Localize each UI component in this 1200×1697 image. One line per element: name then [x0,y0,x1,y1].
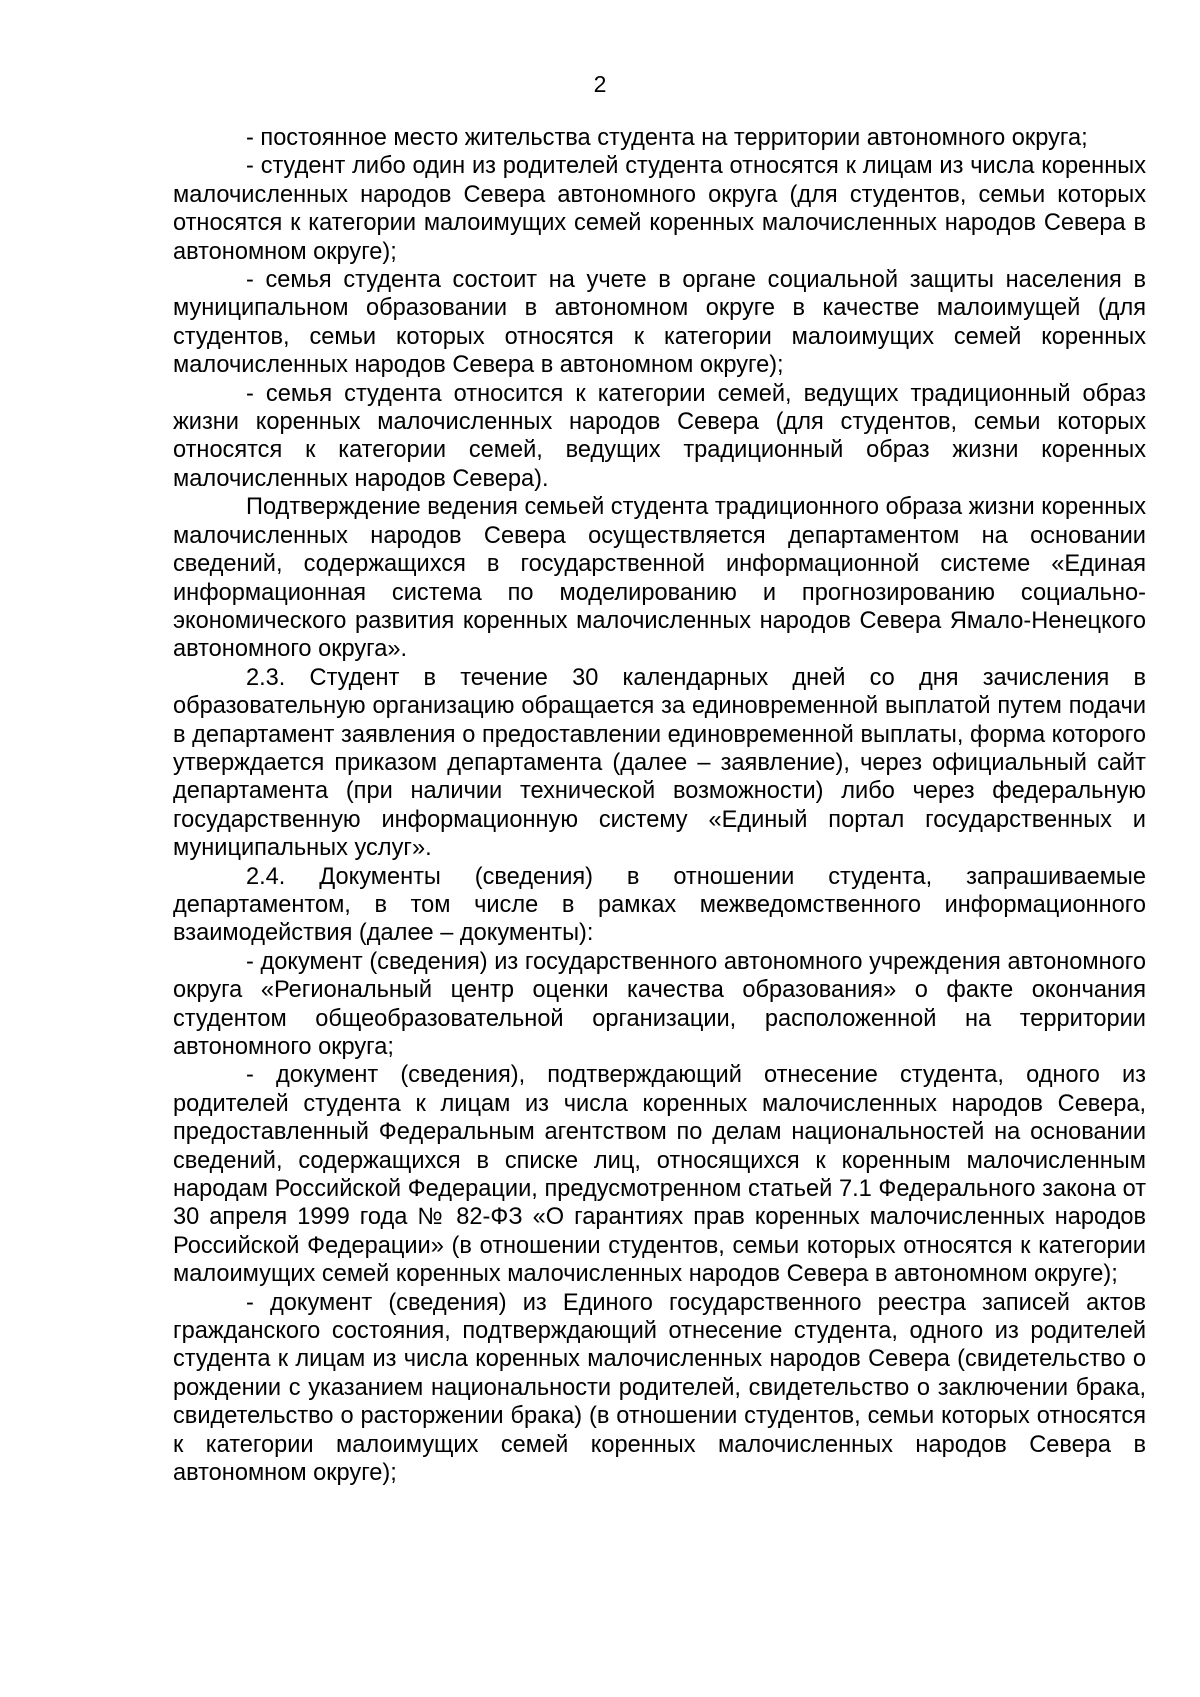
paragraph-indigenous-status: - студент либо один из родителей студента относятся к лицам из числа коренных малочисленных народов Севера автономного округа (для студентов, семьи которых относятся к категории малоимущих семей коренных малочисленных народов Севера в автономном округе); [173,153,1146,265]
paragraph-residence: - постоянное место жительства студента на территории автономного округа; [246,125,1088,151]
paragraph-doc-civil-registry: - документ (сведения) из Единого государственного реестра записей актов гражданского состояния, подтверждающий отнесение студента, одного из родителей студента к лицам из числа коренных малочисленных народов Севера (свидетельство о рождении с указанием национальности родителей, свидетельство о заключении брака, свидетельство о расторжении брака) (в отношении студентов, семьи которых относятся к категории малоимущих семей коренных малочисленных народов Севера в автономном округе); [173,1289,1146,1487]
paragraph-confirmation: Подтверждение ведения семьей студента традиционного образа жизни коренных малочисленных народов Севера осуществляется департаментом на основании сведений, содержащихся в государственной информационной системе «Единая информационная система по моделированию и прогнозированию социально-экономического развития коренных малочисленных народов Севера Ямало-Ненецкого автономного округа». [173,494,1146,663]
paragraph-doc-federal-agency: - документ (сведения), подтверждающий отнесение студента, одного из родителей студента к лицам из числа коренных малочисленных народов Севера, предоставленный Федеральным агентством по делам национальностей на основании сведений, содержащихся в списке лиц, относящихся к коренным малочисленным народам Российской Федерации, предусмотренном статьей 7.1 Федерального закона от 30 апреля 1999 года № 82-ФЗ «О гарантиях прав коренных малочисленных народов Российской Федерации» (в отношении студентов, семьи которых относятся к категории малоимущих семей коренных малочисленных народов Севера в автономном округе); [173,1062,1146,1288]
document-body [173,124,1146,1488]
paragraph-traditional-lifestyle: - семья студента относится к категории семей, ведущих традиционный образ жизни коренных малочисленных народов Севера (для студентов, семьи которых относятся к категории семей, ведущих традиционный образ жизни коренных малочисленных народов Севера). [173,380,1146,492]
paragraph-low-income-registration: - семья студента состоит на учете в органе социальной защиты населения в муниципальном образовании в автономном округе в качестве малоимущей (для студентов, семьи которых относятся к категории малоимущих семей коренных малочисленных народов Севера в автономном округе); [173,267,1146,379]
paragraph-2-4: 2.4. Документы (сведения) в отношении студента, запрашиваемые департаментом, в том числе в рамках межведомственного информационного взаимодействия (далее – документы): [173,863,1146,947]
paragraph-2-3: 2.3. Студент в течение 30 календарных дней со дня зачисления в образовательную организацию обращается за единовременной выплатой путем подачи в департамент заявления о предоставлении единовременной выплаты, форма которого утверждается приказом департамента (далее – заявление), через официальный сайт департамента (при наличии технической возможности) либо через федеральную государственную информационную систему «Единый портал государственных и муниципальных услуг». [173,664,1146,862]
paragraph-doc-education-center: - документ (сведения) из государственного автономного учреждения автономного округа «Региональный центр оценки качества образования» о факте окончания студентом общеобразовательной организации, расположенной на территории автономного округа; [173,948,1146,1060]
page-number: 2 [593,71,607,97]
